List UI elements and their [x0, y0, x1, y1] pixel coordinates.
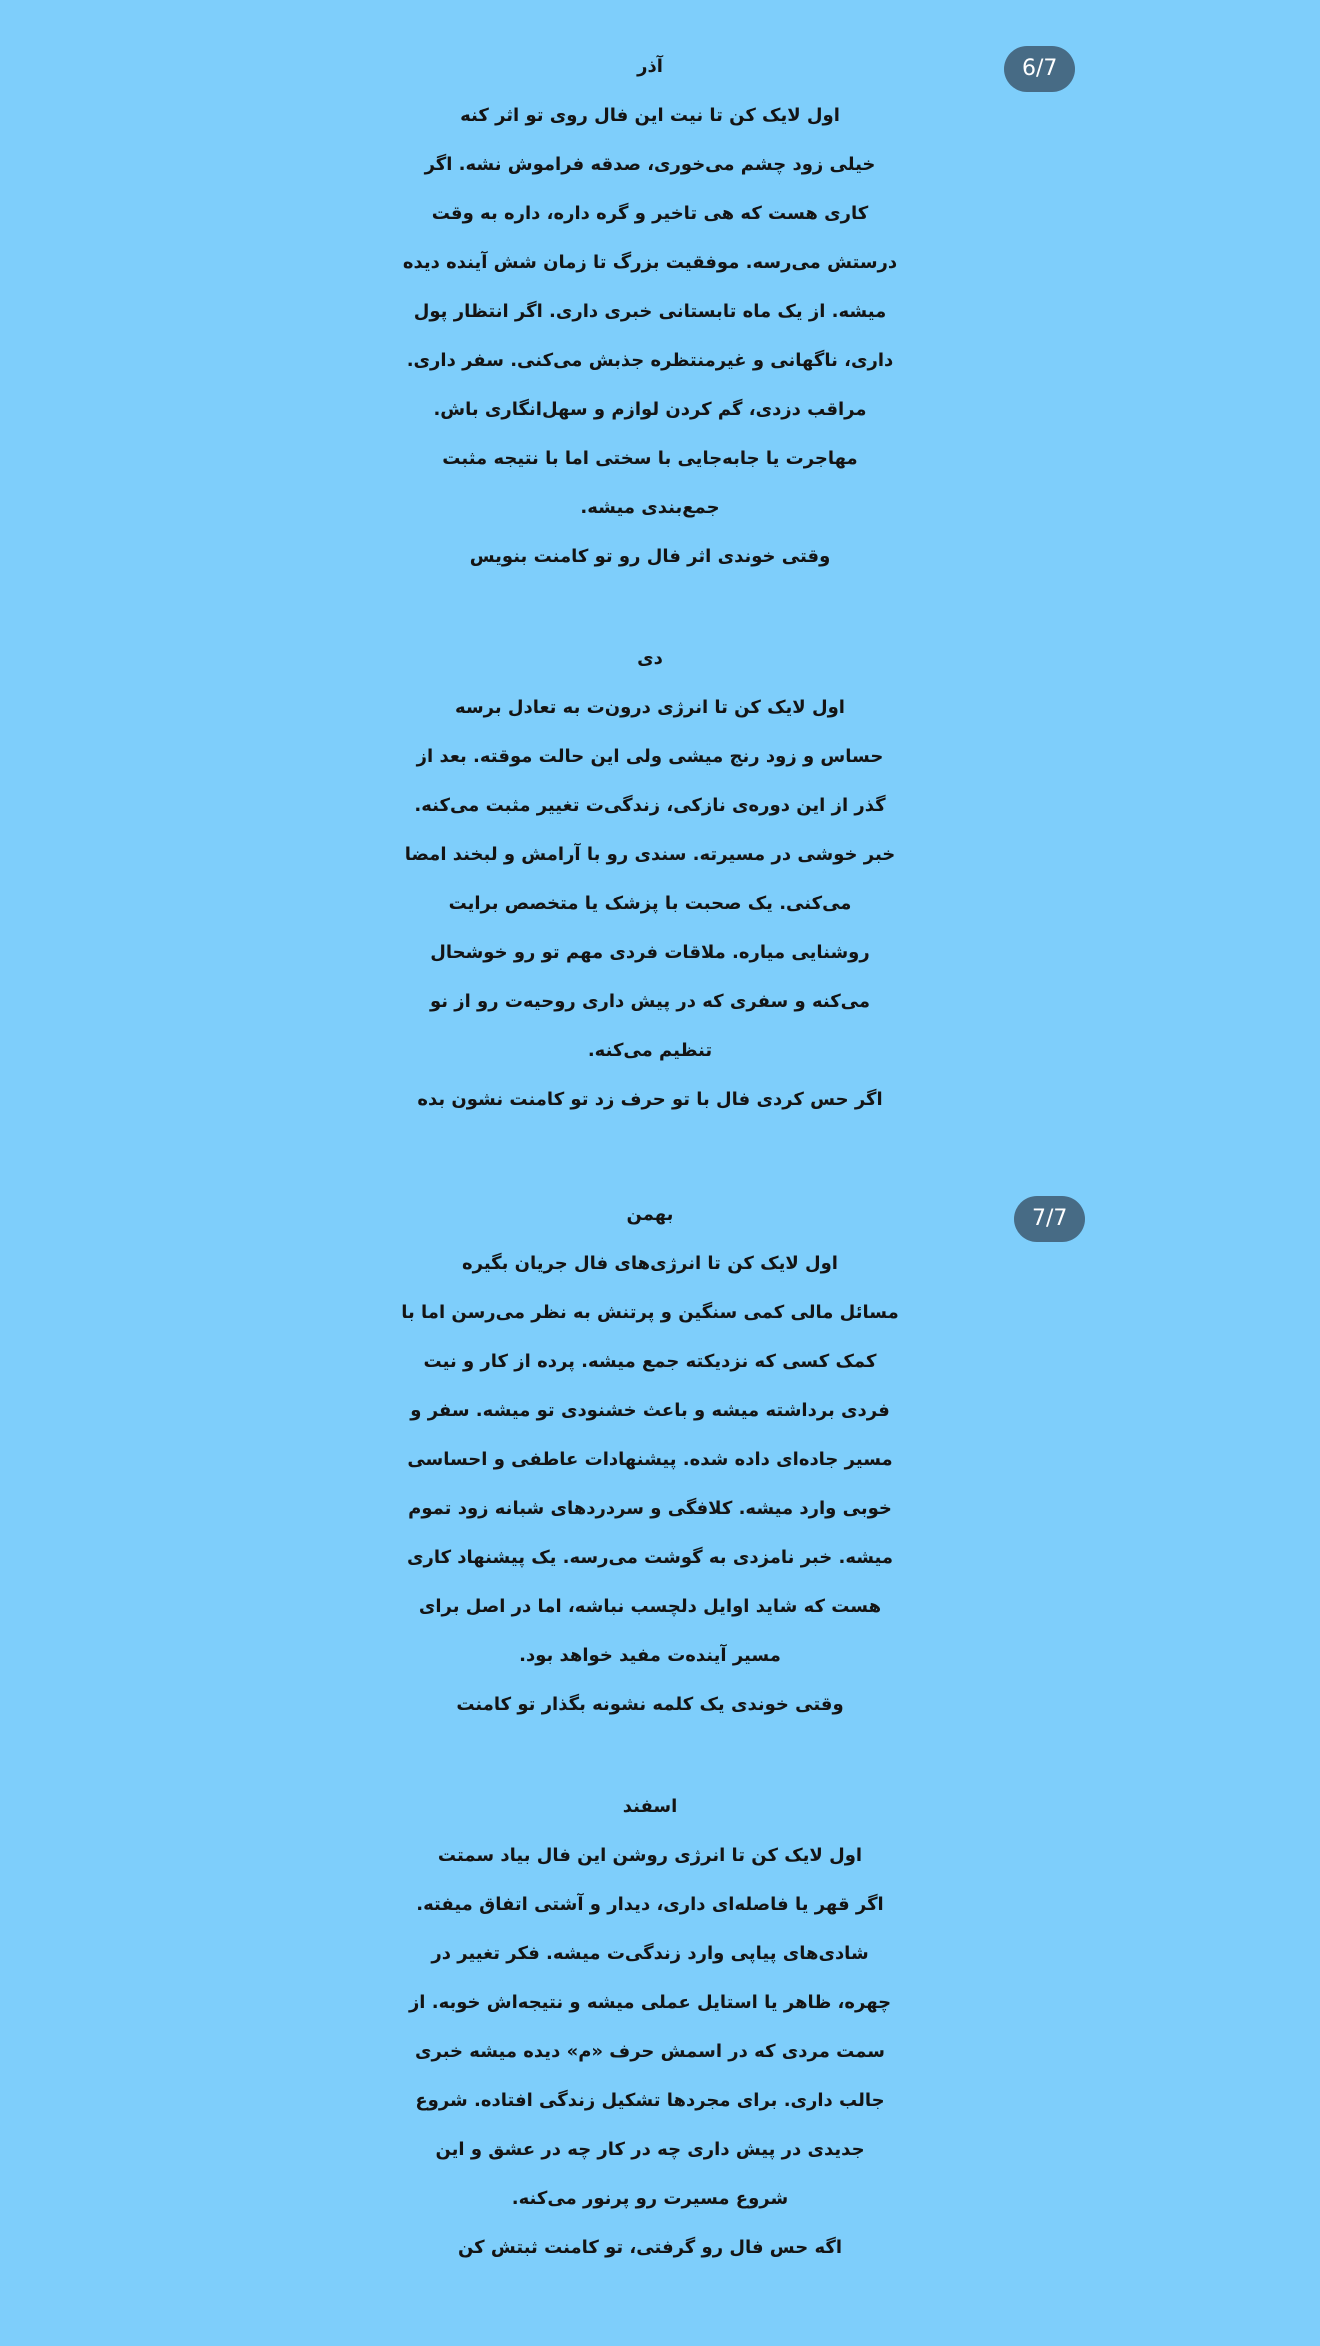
text-line: چهره، ظاهر یا استایل عملی میشه و نتیجه‌اش خوبه. از — [408, 1992, 892, 2013]
text-line: مراقب دزدی، گم کردن لوازم و سهل‌انگاری باش. — [433, 399, 867, 420]
text-line: مهاجرت یا جابه‌جایی با سختی اما با نتیجه مثبت — [442, 448, 858, 469]
text-line: داری، ناگهانی و غیرمنتظره جذبش می‌کنی. سفر داری. — [406, 350, 894, 371]
text-line: وقتی خوندی اثر فال رو تو کامنت بنویس — [469, 546, 831, 567]
text-line: حساس و زود رنج میشی ولی این حالت موقته. بعد از — [416, 746, 884, 767]
text-line: کاری هست که هی تاخیر و گره داره، داره به وقت — [431, 203, 869, 224]
text-line: تنظیم می‌کنه. — [587, 1040, 713, 1061]
text-line: می‌کنه و سفری که در پیش داری روحیه‌ت رو از نو — [429, 991, 871, 1012]
text-line: مسیر جاده‌ای داده شده. پیشنهادات عاطفی و احساسی — [407, 1449, 893, 1470]
section-title: آذر — [637, 56, 663, 77]
text-line: مسائل مالی کمی سنگین و پرتنش به نظر می‌رسن اما با — [401, 1302, 899, 1323]
text-line: جمع‌بندی میشه. — [580, 497, 720, 518]
text-line: اول لایک کن تا انرژی درون‌ت به تعادل برسه — [455, 697, 845, 718]
text-line: جدیدی در پیش داری چه در کار چه در عشق و این — [435, 2139, 865, 2160]
text-line: خبر خوشی در مسیرته. سندی رو با آرامش و لبخند امضا — [404, 844, 896, 865]
text-line: اول لایک کن تا نیت این فال روی تو اثر کنه — [460, 105, 840, 126]
text-line: شروع مسیرت رو پرنور می‌کنه. — [511, 2188, 789, 2209]
text-line: اول لایک کن تا انرژی روشن این فال بیاد سمتت — [437, 1845, 863, 1866]
story-page-badge: 7/7 — [1014, 1196, 1085, 1242]
fortune-section-bahman — [215, 1190, 1085, 1729]
fortune-section-dey — [215, 634, 1085, 1124]
fortune-section-esfand — [215, 1782, 1085, 2272]
fortune-section-azar — [215, 42, 1085, 581]
text-line: درستش می‌رسه. موفقیت بزرگ تا زمان شش آینده دیده — [402, 252, 898, 273]
text-line: میشه. از یک ماه تابستانی خبری داری. اگر انتظار پول — [413, 301, 887, 322]
text-line: هست که شاید اوایل دلچسب نباشه، اما در اصل برای — [418, 1596, 882, 1617]
text-line: خوبی وارد میشه. کلافگی و سردردهای شبانه زود تموم — [408, 1498, 892, 1519]
text-line: گذر از این دوره‌ی نازکی، زندگی‌ت تغییر مثبت می‌کنه. — [414, 795, 886, 816]
text-line: سمت مردی که در اسمش حرف «م» دیده میشه خبری — [415, 2041, 885, 2062]
text-line: شادی‌های پیاپی وارد زندگی‌ت میشه. فکر تغییر در — [431, 1943, 869, 1964]
text-line: کمک کسی که نزدیکته جمع میشه. پرده از کار و نیت — [423, 1351, 877, 1372]
section-title: اسفند — [622, 1796, 678, 1817]
section-title: بهمن — [626, 1204, 674, 1225]
text-line: خیلی زود چشم می‌خوری، صدقه فراموش نشه. اگر — [424, 154, 876, 175]
text-line: اگر قهر یا فاصله‌ای داری، دیدار و آشتی اتفاق میفته. — [416, 1894, 884, 1915]
section-title: دی — [637, 648, 663, 669]
text-line: جالب داری. برای مجردها تشکیل زندگی افتاده. شروع — [415, 2090, 885, 2111]
text-line: اگر حس کردی فال با تو حرف زد تو کامنت نشون بده — [417, 1089, 883, 1110]
text-line: وقتی خوندی یک کلمه نشونه بگذار تو کامنت — [456, 1694, 844, 1715]
story-page-badge: 6/7 — [1004, 46, 1075, 92]
text-line: میشه. خبر نامزدی به گوشت می‌رسه. یک پیشنهاد کاری — [406, 1547, 894, 1568]
text-line: اگه حس فال رو گرفتی، تو کامنت ثبتش کن — [457, 2237, 843, 2258]
text-line: روشنایی میاره. ملاقات فردی مهم تو رو خوشحال — [430, 942, 870, 963]
text-line: اول لایک کن تا انرژی‌های فال جریان بگیره — [462, 1253, 838, 1274]
text-line: مسیر آینده‌ت مفید خواهد بود. — [519, 1645, 781, 1666]
text-line: می‌کنی. یک صحبت با پزشک یا متخصص برایت — [448, 893, 852, 914]
text-line: فردی برداشته میشه و باعث خشنودی تو میشه. سفر و — [410, 1400, 890, 1421]
